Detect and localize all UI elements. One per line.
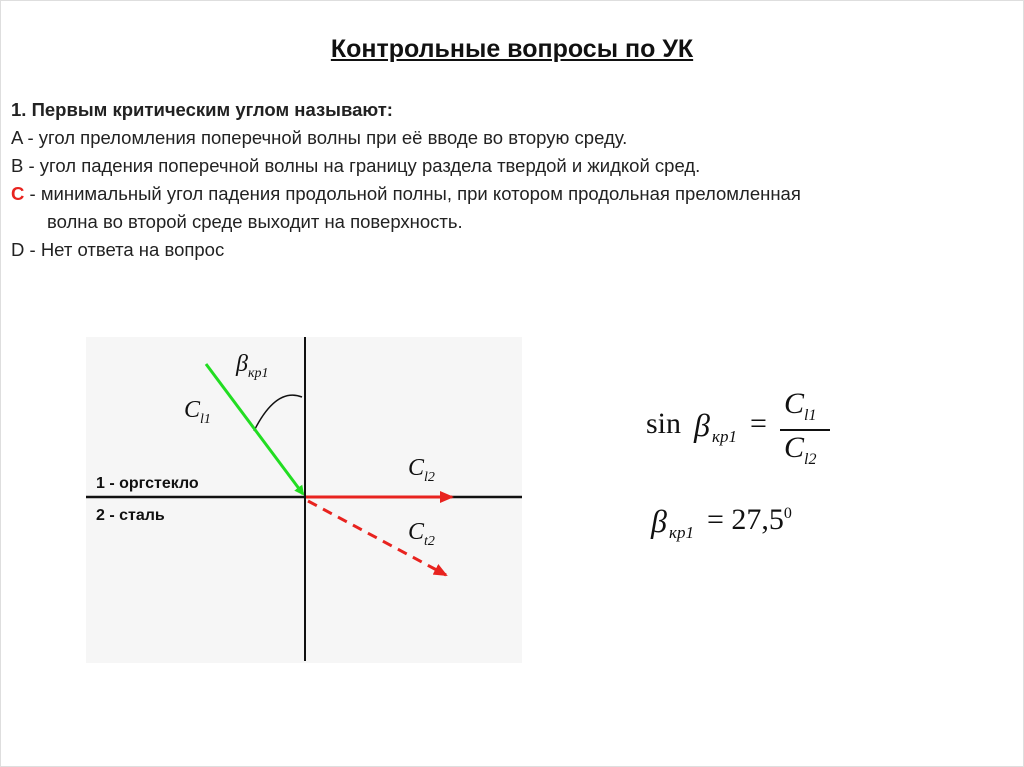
formula-denominator: $C_{l2}$: [784, 431, 817, 468]
formula-angle-value: = $27,5^0$: [707, 503, 792, 536]
option-text: - угол преломления поперечной волны при её вводе во вторую среду.: [22, 127, 628, 148]
option-d: [11, 236, 1011, 264]
question-block: [11, 96, 1011, 264]
formula-beta: β: [651, 503, 667, 539]
option-a: [11, 124, 1011, 152]
formula-value: [651, 501, 851, 549]
option-text: - минимальный угол падения продольной полны, при котором продольная преломленная: [24, 183, 801, 204]
option-c: [11, 180, 1011, 208]
incident-label: $C_{l1}$: [184, 397, 211, 427]
option-text: - угол падения поперечной волны на границу раздела твердой и жидкой сред.: [23, 155, 701, 176]
option-text: - Нет ответа на вопрос: [24, 239, 225, 260]
formula-numerator: $C_{l1}$: [784, 387, 817, 424]
formula-beta: β: [694, 407, 710, 443]
formula-sin: [646, 385, 846, 475]
option-letter: B: [11, 155, 24, 176]
question-heading: 1. Первым критическим углом называют:: [11, 99, 393, 120]
formula-sin-text: sin: [646, 407, 682, 440]
angle-label: $\beta_{кр1}$: [236, 351, 269, 381]
formula-equals: =: [750, 407, 767, 440]
refraction-diagram: [86, 337, 522, 663]
medium-2-label: 2 - сталь: [96, 507, 165, 524]
refracted-transverse-label: $C_{t2}$: [408, 519, 435, 549]
option-b: [11, 152, 1011, 180]
formula-beta-sub: кр1: [669, 523, 694, 542]
medium-1-label: 1 - оргстекло: [96, 475, 199, 492]
option-letter-correct: C: [11, 183, 25, 204]
option-letter: A: [11, 127, 23, 148]
refracted-longitudinal-label: $C_{l2}$: [408, 455, 435, 485]
option-letter: D: [11, 239, 25, 260]
angle-arc: [254, 395, 302, 431]
slide-title: Контрольные вопросы по УК: [330, 35, 694, 63]
option-c-continuation: волна во второй среде выходит на поверхность.: [47, 211, 463, 232]
formula-beta-sub: кр1: [712, 427, 737, 446]
diagram-svg: [86, 337, 522, 663]
incident-ray: [206, 364, 303, 494]
